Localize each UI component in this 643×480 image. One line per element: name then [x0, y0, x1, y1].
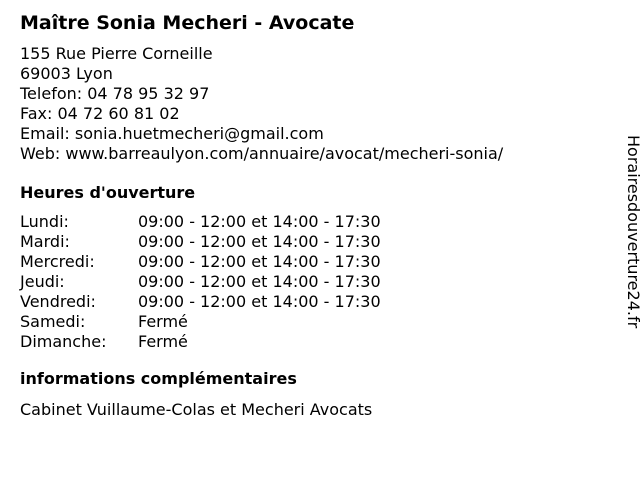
day-label: Vendredi: [20, 292, 96, 311]
hours-heading: Heures d'ouverture [20, 183, 196, 202]
info-text: Cabinet Vuillaume-Colas et Mecheri Avocats [20, 400, 373, 419]
website-address: Web: www.barreaulyon.com/annuaire/avocat/mecheri-sonia/ [20, 144, 504, 163]
day-label: Mercredi: [20, 252, 95, 271]
day-hours: 09:00 - 12:00 et 14:00 - 17:30 [138, 292, 381, 311]
hours-row-sunday [20, 332, 600, 352]
day-label: Samedi: [20, 312, 86, 331]
day-label: Jeudi: [20, 272, 65, 291]
hours-table [20, 212, 600, 352]
day-hours: 09:00 - 12:00 et 14:00 - 17:30 [138, 212, 381, 231]
day-label: Dimanche: [20, 332, 107, 351]
hours-row-wednesday [20, 252, 600, 272]
fax-number: Fax: 04 72 60 81 02 [20, 104, 180, 123]
email-address: Email: sonia.huetmecheri@gmail.com [20, 124, 324, 143]
day-hours: 09:00 - 12:00 et 14:00 - 17:30 [138, 252, 381, 271]
day-hours: 09:00 - 12:00 et 14:00 - 17:30 [138, 272, 381, 291]
city-address: 69003 Lyon [20, 64, 113, 83]
day-hours: Fermé [138, 332, 188, 351]
info-heading: informations complémentaires [20, 369, 297, 388]
business-card [20, 10, 600, 420]
day-label: Lundi: [20, 212, 69, 231]
hours-row-friday [20, 292, 600, 312]
day-hours: 09:00 - 12:00 et 14:00 - 17:30 [138, 232, 381, 251]
day-label: Mardi: [20, 232, 70, 251]
page-title: Maître Sonia Mecheri - Avocate [20, 12, 355, 34]
hours-row-tuesday [20, 232, 600, 252]
contact-block [20, 44, 600, 164]
watermark-text: Horairesdouverture24.fr [624, 135, 643, 329]
hours-row-monday [20, 212, 600, 232]
hours-row-thursday [20, 272, 600, 292]
street-address: 155 Rue Pierre Corneille [20, 44, 213, 63]
day-hours: Fermé [138, 312, 188, 331]
hours-row-saturday [20, 312, 600, 332]
phone-number: Telefon: 04 78 95 32 97 [20, 84, 210, 103]
